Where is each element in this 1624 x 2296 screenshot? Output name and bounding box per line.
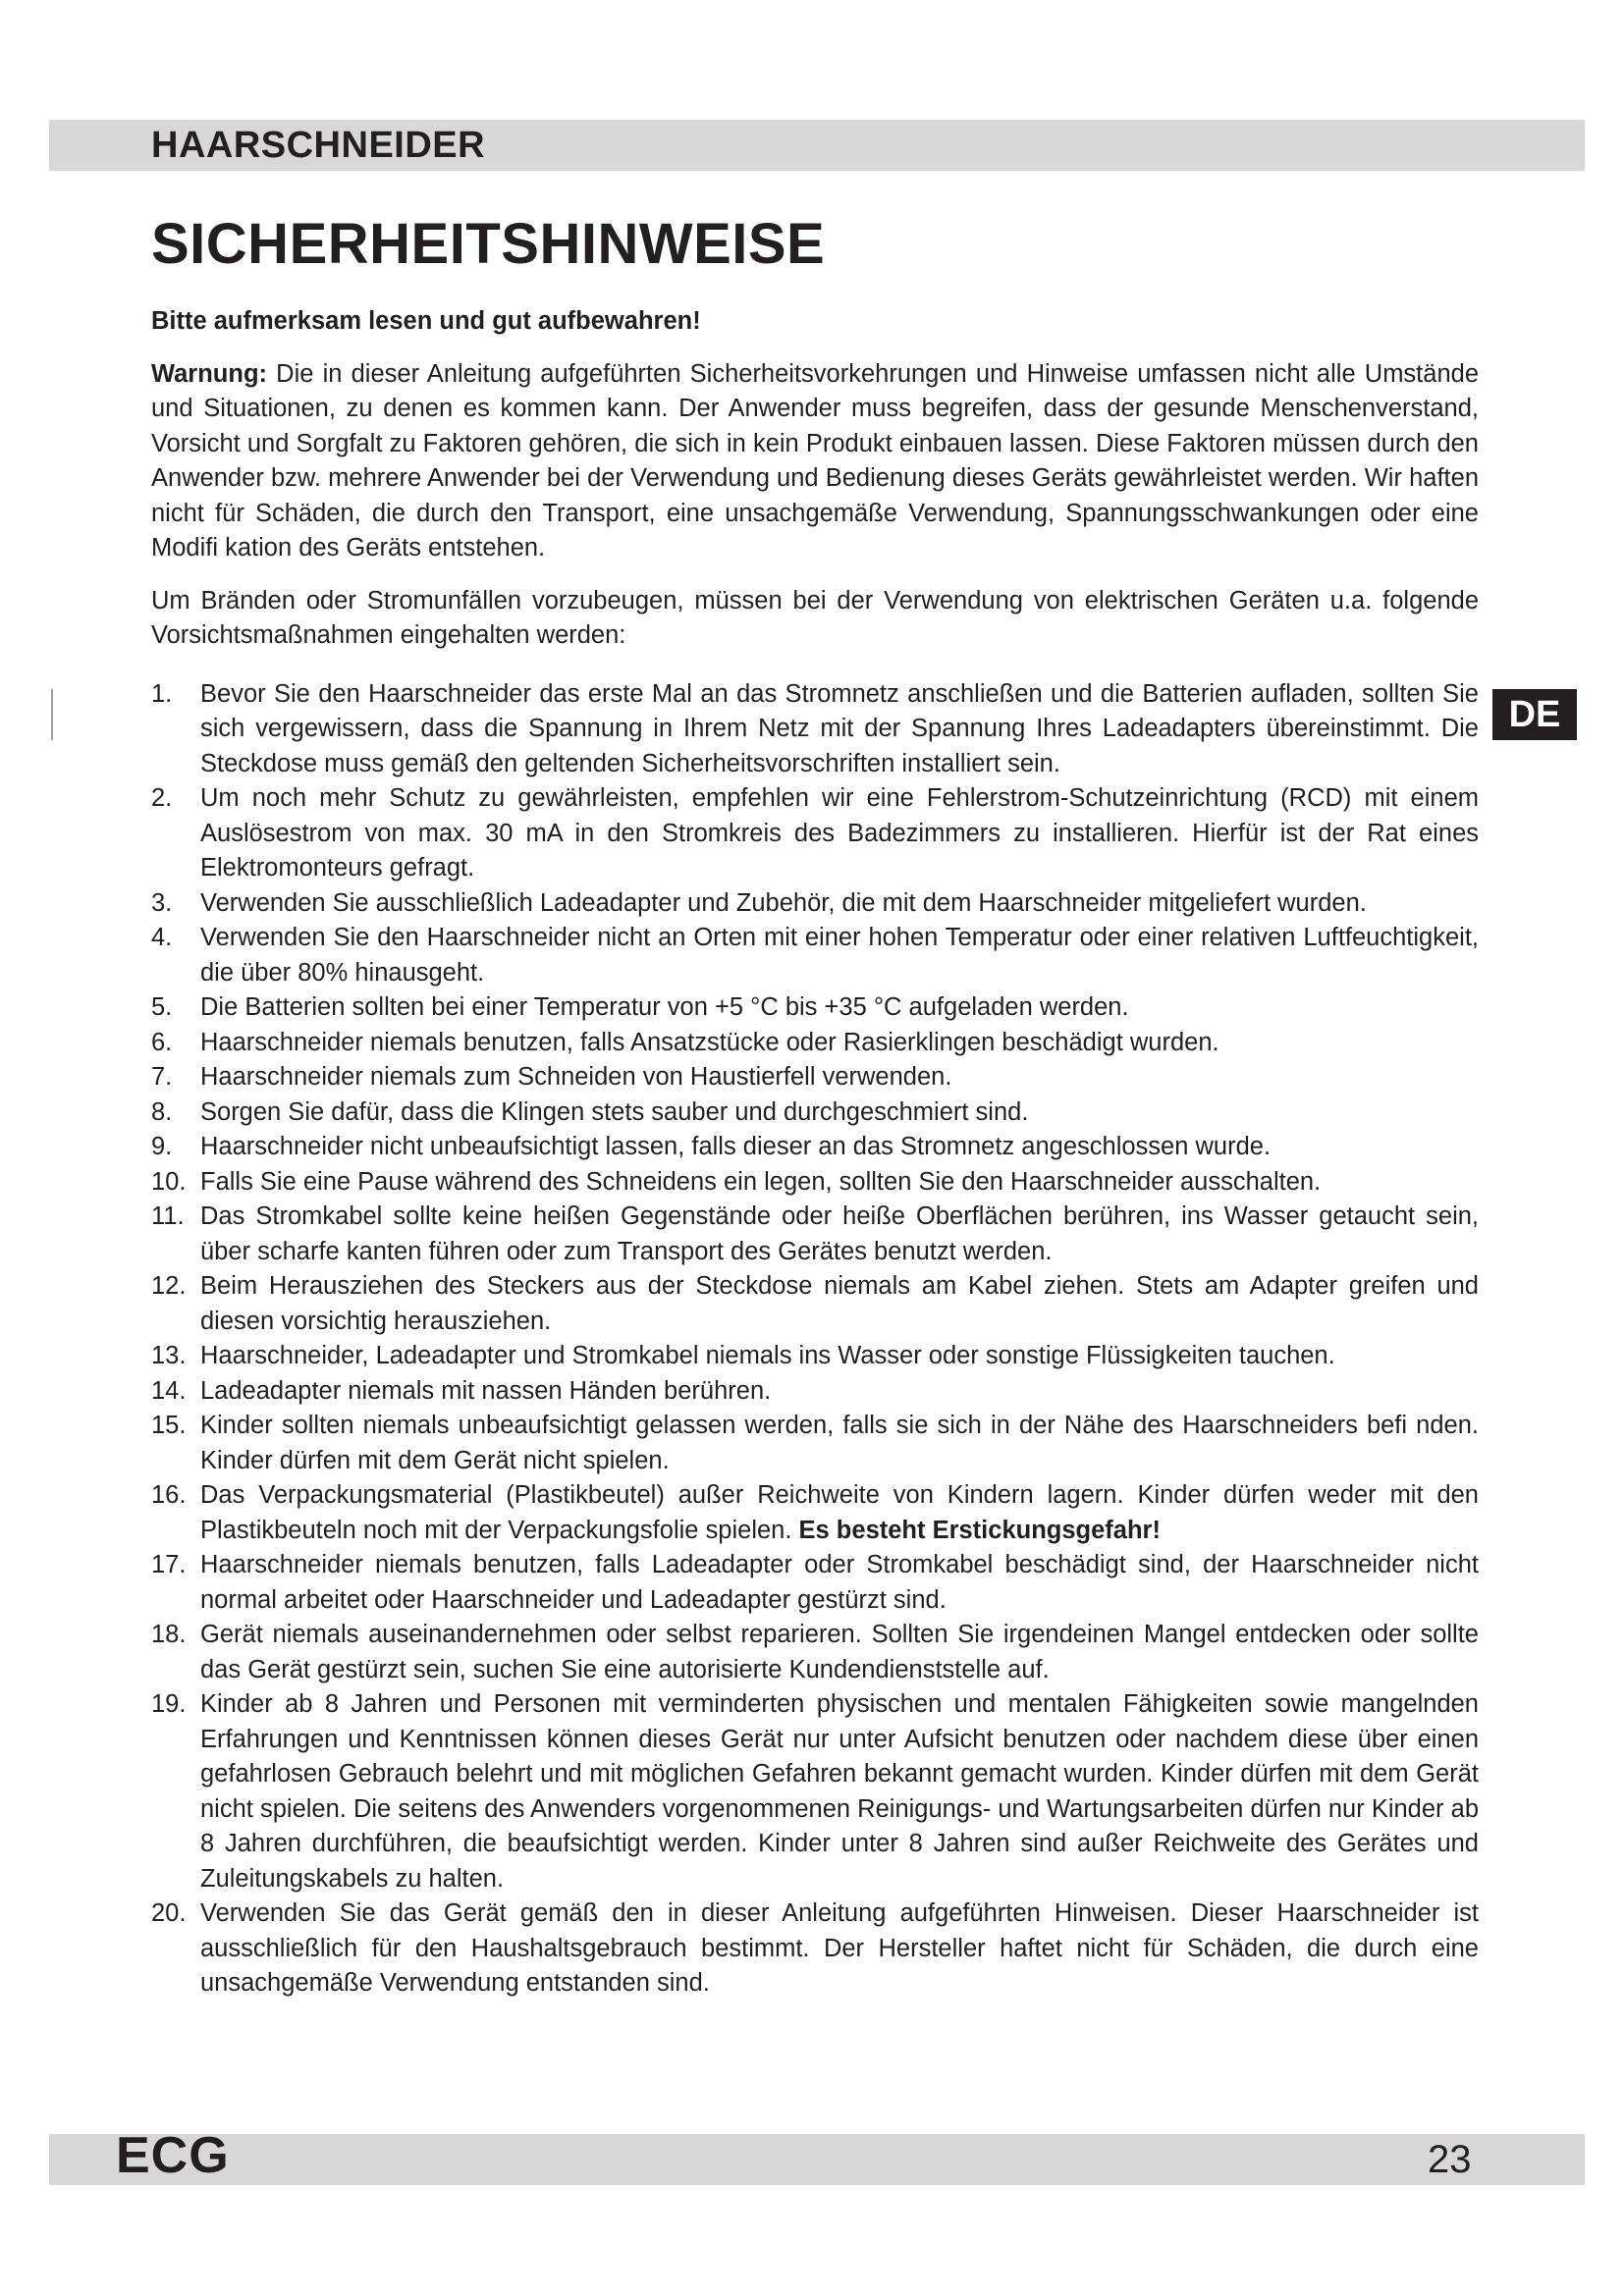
list-item-body: Haarschneider, Ladeadapter und Stromkabel niemals ins Wasser oder sonstige Flüssigkeiten tauchen. xyxy=(200,1342,1335,1369)
list-item-text xyxy=(200,1060,1479,1095)
list-item-text xyxy=(200,1896,1479,2002)
list-item xyxy=(151,1374,1479,1410)
list-item xyxy=(151,1200,1479,1269)
list-item-number: 13. xyxy=(151,1342,187,1369)
list-item-text xyxy=(200,1200,1479,1269)
list-item-text xyxy=(200,886,1479,922)
list-item-number: 4. xyxy=(151,924,173,951)
list-item-text xyxy=(200,1165,1479,1201)
list-item-number: 7. xyxy=(151,1063,173,1091)
list-item-text xyxy=(200,1687,1479,1896)
page-title: SICHERHEITSHINWEISE xyxy=(151,212,826,276)
list-item-body: Haarschneider niemals benutzen, falls Ansatzstücke oder Rasierklingen beschädigt wurden. xyxy=(200,1028,1219,1056)
list-item-number: 14. xyxy=(151,1376,187,1405)
list-item-body: Verwenden Sie den Haarschneider nicht an Orten mit einer hohen Temperatur oder einer relativen Luftfeuchtigkeit, die über 80% hinausgeht. xyxy=(200,924,1479,987)
list-item xyxy=(151,1165,1479,1201)
warning-text: Die in dieser Anleitung aufgeführten Sicherheitsvorkehrungen und Hinweise umfassen nicht alle Umstände und Situationen, zu denen es kommen kann. Der Anwender muss begreifen, dass der gesunde Menschenverstand, Vorsicht und Sorgfalt zu Faktoren gehören, die sich in kein Produkt einbauen lassen. Diese Faktoren müssen durch den Anwender bzw. mehrere Anwender bei der Verwendung und Bedienung dieses Geräts gewährleistet werden. Wir haften nicht für Schäden, die durch den Transport, eine unsachgemäße Verwendung, Spannungsschwankungen oder eine Modifi kation des Geräts entstehen. xyxy=(151,359,1479,561)
list-item-number: 1. xyxy=(151,679,173,708)
subtitle: Bitte aufmerksam lesen und gut aufbewahren! xyxy=(151,307,701,335)
list-item-text xyxy=(200,990,1479,1026)
list-item xyxy=(151,990,1479,1026)
list-item-number: 19. xyxy=(151,1690,187,1718)
brand-logo: ECG xyxy=(116,2127,230,2184)
list-item-number: 20. xyxy=(151,1899,187,1927)
list-item-text xyxy=(200,1130,1479,1165)
list-item-number: 10. xyxy=(151,1167,187,1196)
list-item xyxy=(151,1896,1479,2002)
list-item-text xyxy=(200,1269,1479,1339)
page-number: 23 xyxy=(1428,2138,1472,2181)
list-item xyxy=(151,1130,1479,1165)
list-item-body: Gerät niemals auseinandernehmen oder selbst reparieren. Sollten Sie irgendeinen Mangel entdecken oder sollte das Gerät gestürzt sein, suchen Sie eine autorisierte Kundendienststelle auf. xyxy=(200,1621,1479,1683)
list-item xyxy=(151,1478,1479,1548)
margin-mark xyxy=(51,689,53,740)
list-item-number: 18. xyxy=(151,1621,187,1648)
list-item-emphasis: Es besteht Erstickungsgefahr! xyxy=(798,1516,1161,1544)
list-item-body: Haarschneider niemals zum Schneiden von Haustierfell verwenden. xyxy=(200,1063,952,1091)
list-item xyxy=(151,886,1479,922)
list-item xyxy=(151,1687,1479,1896)
list-item xyxy=(151,1269,1479,1339)
list-item-text xyxy=(200,781,1479,886)
header-bar xyxy=(49,120,1585,171)
list-item-body: Kinder ab 8 Jahren und Personen mit verminderten physischen und mentalen Fähigkeiten sowie mangelnden Erfahrungen und Kenntnissen können dieses Gerät nur unter Aufsicht benutzen oder nachdem diese über einen gefahrlosen Gebrauch belehrt und mit möglichen Gefahren bekannt gemacht wurden. Kinder dürfen mit dem Gerät nicht spielen. Die seitens des Anwenders vorgenommenen Reinigungs- und Wartungsarbeiten dürfen nur Kinder ab 8 Jahren durchführen, die beaufsichtigt werden. Kinder unter 8 Jahren sind außer Reichweite des Gerätes und Zuleitungskabels zu halten. xyxy=(200,1690,1479,1893)
content xyxy=(151,304,1479,2002)
list-item-number: 9. xyxy=(151,1133,173,1160)
list-item-body: Ladeadapter niemals mit nassen Händen berühren. xyxy=(200,1376,772,1405)
list-item-text xyxy=(200,1374,1479,1410)
list-item-number: 6. xyxy=(151,1028,173,1056)
list-item xyxy=(151,1548,1479,1618)
footer-bar xyxy=(49,2134,1585,2185)
list-item-number: 17. xyxy=(151,1551,187,1578)
list-item-body: Das Verpackungsmaterial (Plastikbeutel) außer Reichweite von Kindern lagern. Kinder dürfen weder mit den Plastikbeuteln noch mit der Verpackungsfolie spielen. xyxy=(200,1481,1479,1544)
section-title: HAARSCHNEIDER xyxy=(151,125,486,166)
list-item-text xyxy=(200,1026,1479,1061)
list-item-text xyxy=(200,1548,1479,1618)
list-item-body: Das Stromkabel sollte keine heißen Gegenstände oder heiße Oberflächen berühren, ins Wasser getaucht sein, über scharfe kanten führen oder zum Transport des Gerätes benutzt werden. xyxy=(200,1202,1479,1265)
list-item-number: 16. xyxy=(151,1481,187,1509)
list-item xyxy=(151,1026,1479,1061)
list-item-body: Falls Sie eine Pause während des Schneidens ein legen, sollten Sie den Haarschneider ausschalten. xyxy=(200,1167,1322,1196)
list-item xyxy=(151,921,1479,990)
list-item-number: 2. xyxy=(151,784,173,812)
list-item xyxy=(151,677,1479,782)
list-item-body: Haarschneider nicht unbeaufsichtigt lassen, falls dieser an das Stromnetz angeschlossen wurde. xyxy=(200,1133,1272,1160)
list-item-text xyxy=(200,1339,1479,1374)
warning-paragraph xyxy=(151,357,1479,566)
list-item-body: Sorgen Sie dafür, dass die Klingen stets sauber und durchgeschmiert sind. xyxy=(200,1097,1029,1126)
list-item-body: Verwenden Sie ausschließlich Ladeadapter und Zubehör, die mit dem Haarschneider mitgeliefert wurden. xyxy=(200,888,1367,917)
list-item xyxy=(151,1409,1479,1478)
list-item-body: Beim Herausziehen des Steckers aus der Steckdose niemals am Kabel ziehen. Stets am Adapter greifen und diesen vorsichtig herausziehen. xyxy=(200,1272,1479,1335)
list-item-text xyxy=(200,1618,1479,1687)
list-item-text xyxy=(200,677,1479,782)
list-item-text xyxy=(200,921,1479,990)
list-item-number: 3. xyxy=(151,888,173,917)
list-item-body: Haarschneider niemals benutzen, falls Ladeadapter oder Stromkabel beschädigt sind, der Haarschneider nicht normal arbeitet oder Haarschneider und Ladeadapter gestürzt sind. xyxy=(200,1551,1479,1614)
list-item-text xyxy=(200,1478,1479,1548)
list-item xyxy=(151,1618,1479,1687)
list-item-body: Verwenden Sie das Gerät gemäß den in dieser Anleitung aufgeführten Hinweisen. Dieser Haarschneider ist ausschließlich für den Haushaltsgebrauch bestimmt. Der Hersteller haftet nicht für Schäden, die durch eine unsachgemäße Verwendung entstanden sind. xyxy=(200,1899,1479,1997)
list-item xyxy=(151,1339,1479,1374)
list-item-number: 5. xyxy=(151,993,173,1021)
warning-label: Warnung: xyxy=(151,359,268,388)
intro-paragraph: Um Bränden oder Stromunfällen vorzubeugen, müssen bei der Verwendung von elektrischen Geräten u.a. folgende Vorsichtsmaßnahmen eingehalten werden: xyxy=(151,586,1479,649)
list-item-number: 11. xyxy=(151,1202,185,1230)
list-item-number: 12. xyxy=(151,1272,187,1300)
list-item-body: Kinder sollten niemals unbeaufsichtigt gelassen werden, falls sie sich in der Nähe des Haarschneiders befi nden. Kinder dürfen mit dem Gerät nicht spielen. xyxy=(200,1412,1479,1474)
language-tab: DE xyxy=(1492,689,1577,740)
list-item-body: Bevor Sie den Haarschneider das erste Mal an das Stromnetz anschließen und die Batterien aufladen, sollten Sie sich vergewissern, dass die Spannung in Ihrem Netz mit der Spannung Ihres Ladeadapters übereinstimmt. Die Steckdose muss gemäß den geltenden Sicherheitsvorschriften installiert sein. xyxy=(200,679,1479,777)
list-item xyxy=(151,1095,1479,1131)
list-item-number: 15. xyxy=(151,1412,187,1439)
list-item xyxy=(151,1060,1479,1095)
list-item-text xyxy=(200,1409,1479,1478)
list-item-text xyxy=(200,1095,1479,1131)
list-item-body: Um noch mehr Schutz zu gewährleisten, empfehlen wir eine Fehlerstrom-Schutzeinrichtung (RCD) mit einem Auslösestrom von max. 30 mA in den Stromkreis des Badezimmers zu installieren. Hierfür ist der Rat eines Elektromonteurs gefragt. xyxy=(200,784,1479,881)
safety-list xyxy=(151,677,1479,2002)
list-item-number: 8. xyxy=(151,1097,173,1126)
list-item-body: Die Batterien sollten bei einer Temperatur von +5 °C bis +35 °C aufgeladen werden. xyxy=(200,993,1129,1021)
list-item xyxy=(151,781,1479,886)
